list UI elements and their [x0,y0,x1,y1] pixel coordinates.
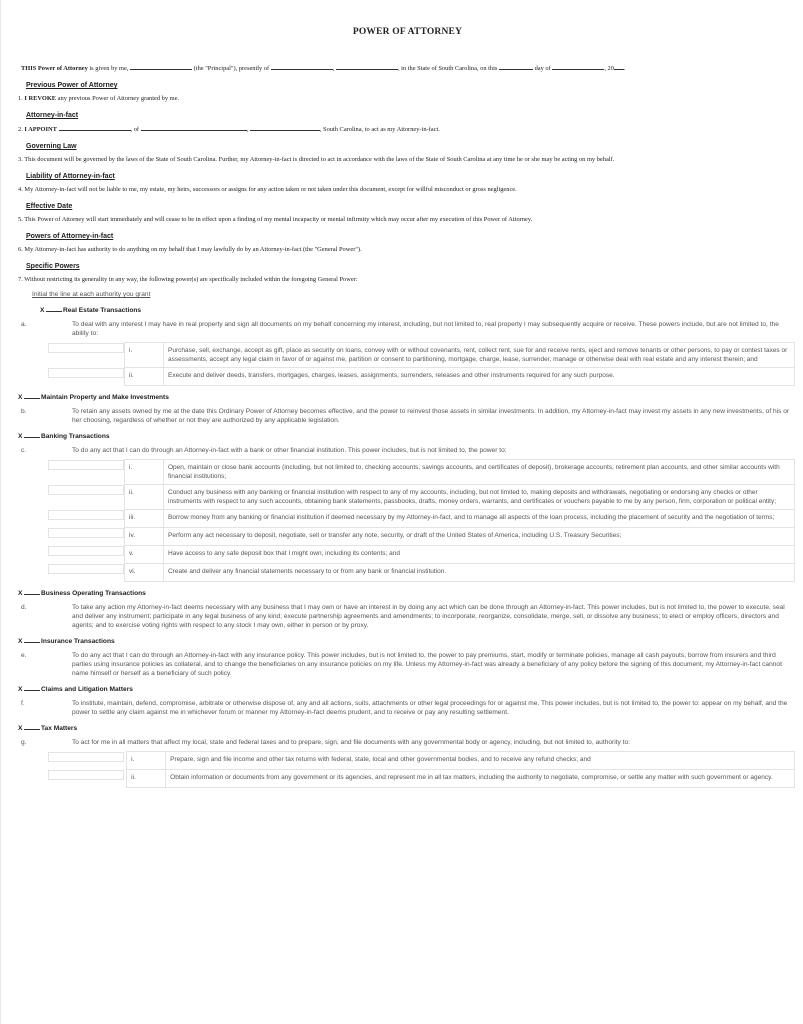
maintain-heading: X Maintain Property and Make Investments [18,394,169,401]
liability-paragraph: 4. My Attorney-in-fact will not be liable to me, my estate, my heirs, successors or assigns for any action taken or not taken under this document, except for willful misconduct or gross negligence. [18,186,517,193]
table-row: iv. Perform any act necessary to deposit, negotiate, sell or transfer any note, security, or draft of the United States of America, including U.S. Treasury Securities; [48,528,795,546]
initial-mark[interactable]: X [40,307,45,314]
document-title: POWER OF ATTORNEY [352,27,463,37]
initial-line[interactable] [24,723,40,730]
initial-line[interactable] [24,636,40,643]
effective-heading: Effective Date [26,203,73,210]
left-margin-line [0,0,1,1024]
table-row: vi. Create and deliver any financial statements necessary to or from any bank or financial institution. [48,564,795,582]
initial-line[interactable] [24,684,40,691]
table-row: ii. Obtain information or documents from any government or its agencies, and represent me in all tax matters, including the authority to negotiate, compromise, or settle any matter with such government or agency. [48,770,795,788]
specific-paragraph: 7. Without restricting its generality in any way, the following power(s) are specifically included within the foregoing General Power: [18,276,358,283]
previous-heading: Previous Power of Attorney [26,82,118,89]
principal-name-blank[interactable] [130,63,192,70]
law-paragraph: 3. This document will be governed by the laws of the State of South Carolina. Further, my Attorney-in-fact is directed to act in accordance with the laws of the State of South Carolina at any time he or she may be acting on my behalf. [18,156,615,163]
maintain-item: b. To retain any assets owned by me at the date this Ordinary Power of Attorney becomes effective, and the power to reinvest those assets in similar investments. In addition, my Attorney-in-fact may invest my assets in any new investments, of his or her choosing, regardless of whether or not they are authorized by any applicable legislation. [21,408,790,424]
initial-mark[interactable]: X [18,433,23,440]
attorney-name-blank[interactable] [59,124,131,131]
intro-paragraph: THIS Power of Attorney is given by me, (the "Principal"), presently of , , in the State of South Carolina, on this day of , 20 . [21,65,626,72]
table-row: i. Purchase, sell, exchange, accept as gift, place as security on loans, convey with or without covenants, rent, collect rent, sue for and receive rents, eject and remove tenants or other persons, to pay or contest taxes or assessments, accept any legal claim in favor of or against me, partition or consent to partitioning, mortgage, charge, lease, surrender, manage or otherwise deal with real estate and any interest therein; and [48,343,795,368]
table-row: v. Have access to any safe deposit box that I might own, including its contents; and [48,546,795,564]
initial-mark[interactable]: X [18,725,23,732]
address-blank[interactable] [271,63,333,70]
attorney-heading: Attorney-in-fact [26,112,79,119]
year-blank[interactable] [614,63,624,70]
law-heading: Governing Law [26,143,77,150]
powers-heading: Powers of Attorney-in-fact [26,233,114,240]
initial-mark[interactable]: X [18,686,23,693]
effective-paragraph: 5. This Power of Attorney will start immediately and will cease to be in effect upon a finding of my mental incapacity or mental infirmity which may occur after my execution of this Power of Attorney. [18,216,533,223]
initial-mark[interactable]: X [18,638,23,645]
powers-paragraph: 6. My Attorney-in-fact has authority to do anything on my behalf that I may lawfully do by an Attorney-in-fact (the "General Power"). [18,246,362,253]
table-row: ii. Execute and deliver deeds, transfers, mortgages, charges, leases, assignments, surrenders, releases and other instruments required for any such purpose. [48,368,795,386]
month-blank[interactable] [552,63,604,70]
business-heading: X Business Operating Transactions [18,590,146,597]
day-blank[interactable] [499,63,533,70]
real-estate-heading: X Real Estate Transactions [40,307,142,314]
banking-subitems [48,459,795,582]
real-estate-subitems [48,342,795,386]
attorney-city-blank[interactable] [250,124,320,131]
table-row: iii. Borrow money from any banking or financial institution if deemed necessary by my Attorney-in-fact, and to manage all aspects of the loan process, including the placement of security and the negotiation of terms; [48,510,795,528]
previous-paragraph: 1. I REVOKE any previous Power of Attorney granted by me. [18,95,180,102]
tax-subitems [48,751,795,788]
table-row: i. Open, maintain or close bank accounts (including, but not limited to, checking accounts, savings accounts, and certificates of deposit), brokerage accounts, retirement plan accounts, and other similar accounts with financial institutions; [48,460,795,485]
business-item: d. To take any action my Attorney-in-fact deems necessary with any business that I may own or have an interest in by doing any act which can be done through an Attorney-in-fact. This power includes, but is not limited to, the power to execute, seal and deliver any instrument; participate in any legal business of any kind; execute partnership agreements and amendments; to incorporate, reorganize, consolidate, merge, sell, or dissolve any business; to elect or employ officers, directors and agents; and to exercise voting rights with respect to any stock I may own, either in person or by proxy. [21,604,785,629]
attorney-paragraph: 2. I APPOINT , of , , South Carolina, to act as my Attorney-in-fact. [18,126,440,133]
real-estate-item: a. To deal with any interest I may have in real property and sign all documents on my behalf concerning my interest, including, but not limited to, real property I may subsequently acquire or receive. These powers include, but are not limited to, the ability to: [21,321,779,337]
liability-heading: Liability of Attorney-in-fact [26,173,115,180]
initial-mark[interactable]: X [18,394,23,401]
initial-line[interactable] [24,392,40,399]
claims-item: f. To institute, maintain, defend, compromise, arbitrate or otherwise dispose of, any and all actions, suits, attachments or other legal proceedings for or against me. This power includes, but is not limited to, the power to: appear on my behalf, and the power to settle any claim against me in whichever forum or manner my Attorney-in-fact deems prudent, and to receive or pay any resulting settlement. [21,700,788,716]
banking-item: c. To do any act that I can do through an Attorney-in-fact with a bank or other financial institution. This power includes, but is not limited to, the power to: [21,447,507,454]
table-row: i. Prepare, sign and file income and other tax returns with federal, state, local and other governmental bodies, and to receive any refund checks; and [48,752,795,770]
claims-heading: X Claims and Litigation Matters [18,686,133,693]
specific-heading: Specific Powers [26,263,80,270]
tax-heading: X Tax Matters [18,725,78,732]
initial-mark[interactable]: X [18,590,23,597]
initial-line[interactable] [24,588,40,595]
initial-line[interactable] [46,305,62,312]
insurance-item: e. To do any act that I can do through an Attorney-in-fact with any insurance policy. This power includes, but is not limited to, the power to pay premiums, start, modify or terminate policies, manage all cash payouts, borrow from insurers and third parties using insurance policies as collateral, and to change the beneficiaries on any insurance policies on my life. Unless my Attorney-in-fact was already a beneficiary of any policy before the signing of this document, my Attorney-in-fact cannot name himself or herself as a beneficiary of such policy. [21,652,782,677]
city-blank[interactable] [336,63,398,70]
table-row: ii. Conduct any business with any banking or financial institution with respect to any of my accounts, including, but not limited to, making deposits and withdrawals, negotiating or endorsing any checks or other instruments with respect to any such accounts, obtaining bank statements, passbooks, drafts, money orders, warrants, and certificates or vouchers payable to me by any person, firm, corporation or political entity; [48,485,795,510]
initial-instruction: Initial the line at each authority you grant [32,291,151,298]
insurance-heading: X Insurance Transactions [18,638,115,645]
intro-lead: THIS Power of Attorney [21,65,88,72]
initial-line[interactable] [24,431,40,438]
attorney-address-blank[interactable] [141,124,247,131]
tax-item: g. To act for me in all matters that affect my local, state and federal taxes and to prepare, sign, and file documents with any governmental body or agency, including, but not limited to, authority to: [21,739,630,746]
banking-heading: X Banking Transactions [18,433,110,440]
